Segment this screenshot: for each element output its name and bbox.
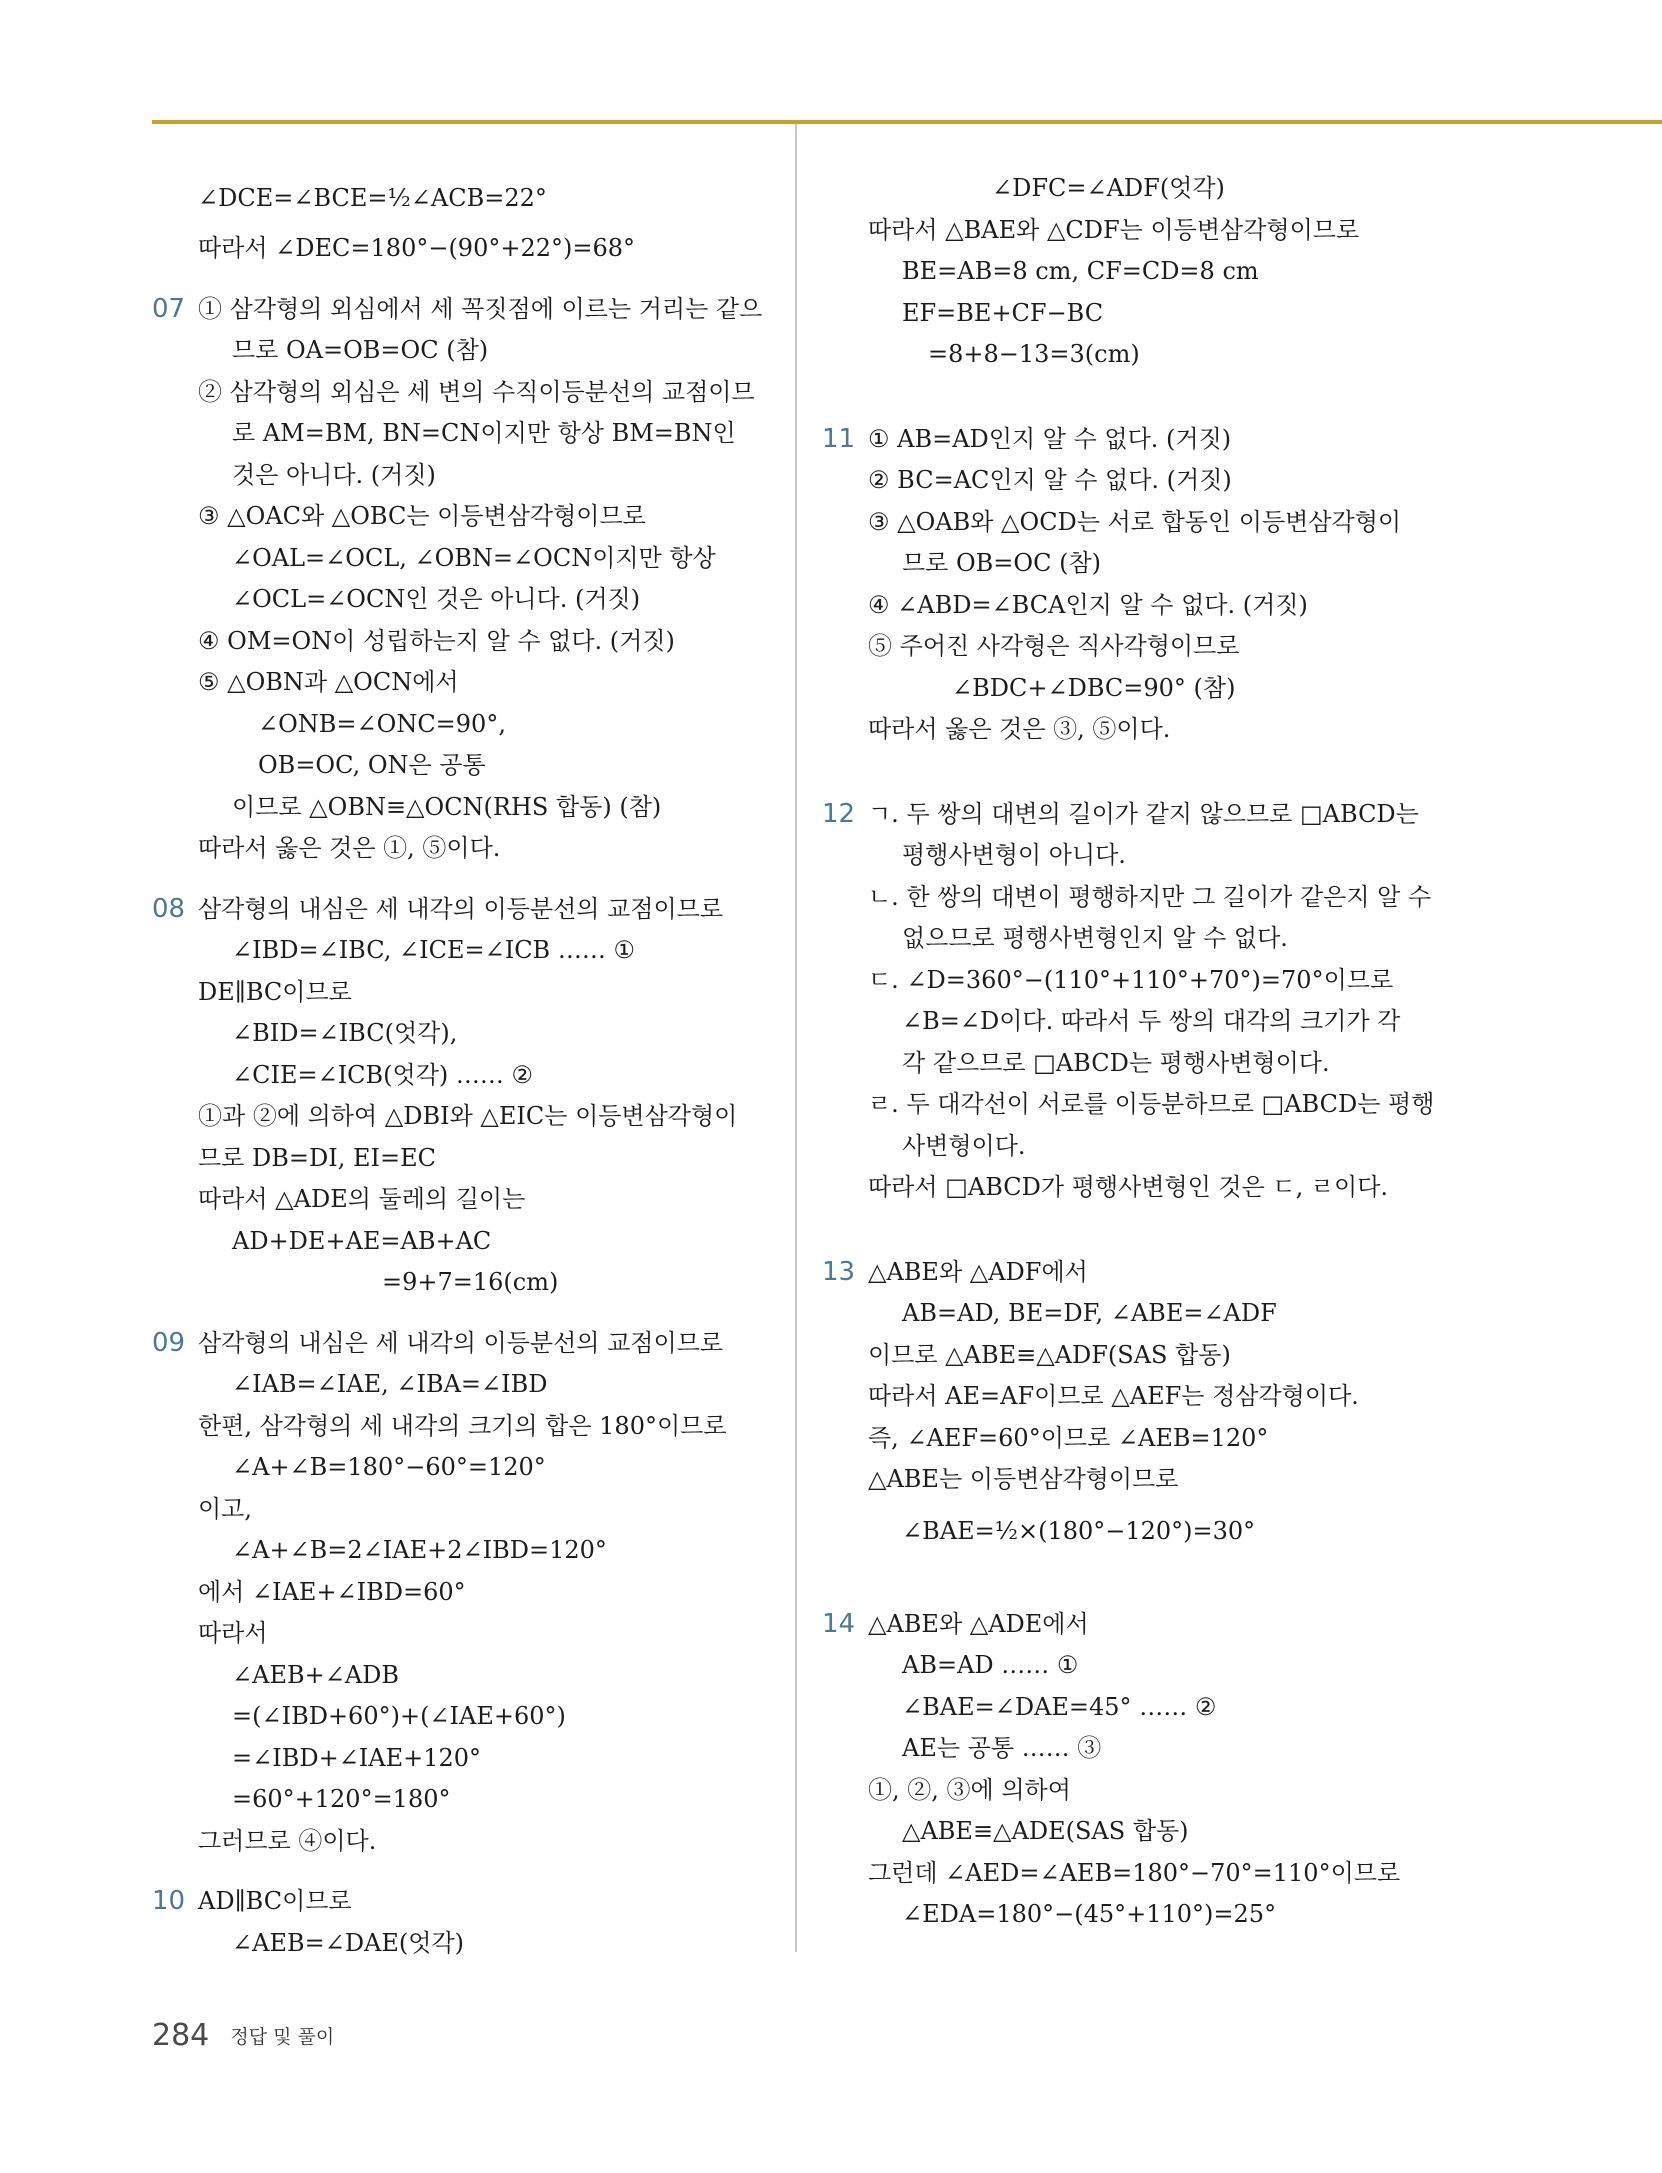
line-text: =9+7=16(cm) [382,1268,559,1296]
text-line [822,543,1462,585]
line-text: 것은 아니다. (거짓) [232,460,436,489]
line-text: =60°+120°=180° [232,1785,451,1813]
page-footer [152,2018,334,2053]
text-line [822,1376,1462,1418]
line-text: ∠OAL=∠OCL, ∠OBN=∠OCN이지만 항상 [232,543,716,572]
line-text: ∠AEB=∠DAE(엇각) [232,1928,465,1957]
section-gap [822,1209,1462,1252]
text-line [152,889,772,931]
text-line [152,1096,772,1138]
text-line [822,1853,1462,1895]
line-text: 이므로 △ABE≡△ADF(SAS 합동) [868,1340,1231,1369]
line-text: △ABE≡△ADE(SAS 합동) [902,1817,1189,1845]
line-text: ∠BID=∠IBC(엇각), [232,1019,458,1047]
line-text: 사변형이다. [902,1131,1026,1160]
text-line [822,1167,1462,1209]
text-line [152,745,772,787]
text-line [152,1696,772,1738]
line-text: 로 AM=BM, BN=CN이지만 항상 BM=BN인 [232,419,736,447]
text-line [152,1447,772,1489]
line-text: ①과 ②에 의하여 △DBI와 △EIC는 이등변삼각형이 [198,1102,738,1130]
line-text: AD+DE+AE=AB+AC [232,1226,492,1255]
column-divider [795,124,797,1952]
left-column [152,168,772,1964]
text-line [152,228,772,270]
line-text: ∠EDA=180°−(45°+110°)=25° [902,1900,1277,1928]
text-line [822,1501,1462,1561]
line-text: 이므로 △OBN≡△OCN(RHS 합동) (참) [232,792,662,821]
line-text: 이고, [198,1494,252,1523]
text-line [152,1923,772,1965]
line-text: EF=BE+CF−BC [902,298,1104,327]
text-line [152,1738,772,1780]
problem-number: 09 [152,1327,186,1358]
text-line [152,704,772,746]
top-rule [152,120,1662,124]
text-line [822,419,1462,461]
line-text: 삼각형의 내심은 세 내각의 이등분선의 교점이므로 [198,1328,724,1357]
text-line [822,1770,1462,1812]
text-line [822,668,1462,710]
line-text: ① 삼각형의 외심에서 세 꼭짓점에 이르는 거리는 같으 [198,294,763,323]
line-text: ∠IAB=∠IAE, ∠IBA=∠IBD [232,1370,548,1398]
text-line [152,413,772,455]
text-line [822,1811,1462,1853]
text-line [822,1418,1462,1460]
problem-number: 10 [152,1886,186,1916]
text-line [152,1179,772,1221]
text-line [822,960,1462,1002]
line-text: △ABE와 △ADE에서 [868,1609,1089,1638]
text-line [822,626,1462,668]
line-text: 삼각형의 내심은 세 내각의 이등분선의 교점이므로 [198,894,724,923]
line-text: 므로 OB=OC (참) [902,549,1101,577]
problem-number: 14 [822,1608,856,1639]
section-gap [152,870,772,889]
text-line [822,293,1462,335]
line-text: OB=OC, ON은 공통 [258,751,486,779]
problem-number: 07 [152,293,186,324]
text-line [152,972,772,1014]
line-text: ∠B=∠D이다. 따라서 두 쌍의 대각의 크기가 각 [902,1007,1401,1035]
text-line [152,538,772,580]
text-line [822,1293,1462,1335]
line-text: ③ △OAC와 △OBC는 이등변삼각형이므로 [198,502,646,530]
line-text: 따라서 옳은 것은 ③, ⑤이다. [868,715,1171,743]
line-text: ② 삼각형의 외심은 세 변의 수직이등분선의 교점이므 [198,377,755,406]
text-line [152,828,772,870]
text-line [152,1821,772,1863]
section-gap [152,1304,772,1323]
line-text: 평행사변형이 아니다. [902,841,1126,869]
page-number: 284 [152,2018,210,2053]
problem-number: 12 [822,798,856,829]
text-line [822,1252,1462,1294]
line-text: 따라서 ∠DEC=180°−(90°+22°)=68° [198,234,636,262]
text-line [822,709,1462,751]
line-text: ㄴ. 한 쌍의 대변이 평행하지만 그 길이가 같은지 알 수 [868,882,1432,911]
line-text: DE∥BC이므로 [198,977,352,1006]
section-gap [152,270,772,289]
line-text: 없으므로 평행사변형인지 알 수 없다. [902,924,1288,952]
footer-label: 정답 및 풀이 [230,2026,335,2048]
problem-number: 13 [822,1256,856,1287]
line-text: 따라서 □ABCD가 평행사변형인 것은 ㄷ, ㄹ이다. [868,1173,1389,1201]
section-gap [822,1561,1462,1604]
text-line [152,579,772,621]
text-line [152,1613,772,1655]
text-line [152,1406,772,1448]
problem-number: 08 [152,893,186,924]
text-line [152,1262,772,1304]
line-text: 따라서 △ADE의 둘레의 길이는 [198,1185,526,1213]
right-column [822,168,1462,1936]
line-text: ①, ②, ③에 의하여 [868,1775,1071,1804]
section-gap [152,1862,772,1881]
line-text: 므로 DB=DI, EI=EC [198,1143,436,1172]
section-gap [822,751,1462,794]
line-text: ∠AEB+∠ADB [232,1660,400,1689]
line-text: △ABE와 △ADF에서 [868,1257,1088,1286]
line-text: 따라서 △BAE와 △CDF는 이등변삼각형이므로 [868,215,1360,244]
text-line [152,1655,772,1697]
text-line [152,1221,772,1263]
text-line [152,1489,772,1531]
line-text: ∠BAE=½×(180°−120°)=30° [902,1516,1256,1545]
text-line [822,334,1462,376]
text-line [152,621,772,663]
line-text: =∠IBD+∠IAE+120° [232,1743,482,1772]
text-line [152,1055,772,1097]
text-line [152,330,772,372]
line-text: 따라서 옳은 것은 ①, ⑤이다. [198,834,501,862]
text-line [152,372,772,414]
text-line [822,585,1462,627]
line-text: ④ ∠ABD=∠BCA인지 알 수 없다. (거짓) [868,590,1308,619]
text-line [822,251,1462,293]
line-text: ∠DCE=∠BCE=½∠ACB=22° [198,184,547,212]
text-line [152,787,772,829]
line-text: AD∥BC이므로 [198,1887,352,1915]
line-text: 그러므로 ④이다. [198,1826,377,1855]
text-line [822,877,1462,919]
text-line [822,502,1462,544]
text-line [152,1323,772,1365]
line-text: ∠A+∠B=180°−60°=120° [232,1453,546,1481]
text-line [152,662,772,704]
line-text: ∠CIE=∠ICB(엇각) …… ② [232,1060,534,1089]
line-text: 따라서 AE=AF이므로 △AEF는 정삼각형이다. [868,1382,1359,1410]
text-line [822,835,1462,877]
line-text: =8+8−13=3(cm) [928,340,1140,368]
line-text: ⑤ △OBN과 △OCN에서 [198,668,459,696]
line-text: △ABE는 이등변삼각형이므로 [868,1465,1179,1493]
text-line [152,1779,772,1821]
line-text: ㄹ. 두 대각선이 서로를 이등분하므로 □ABCD는 평행 [868,1090,1435,1118]
text-line [822,1645,1462,1687]
line-text: ∠OCL=∠OCN인 것은 아니다. (거짓) [232,585,641,613]
line-text: ∠IBD=∠IBC, ∠ICE=∠ICB …… ① [232,936,635,964]
text-line [152,1364,772,1406]
section-gap [822,376,1462,419]
text-line [822,1084,1462,1126]
line-text: AB=AD …… ① [902,1651,1079,1679]
line-text: ∠BAE=∠DAE=45° …… ② [902,1692,1217,1721]
text-line [822,1335,1462,1377]
line-text: AB=AD, BE=DF, ∠ABE=∠ADF [902,1299,1277,1327]
line-text: BE=AB=8 cm, CF=CD=8 cm [902,257,1259,285]
line-text: ㄱ. 두 쌍의 대변의 길이가 같지 않으므로 □ABCD는 [868,799,1419,828]
text-line [152,168,772,228]
line-text: 에서 ∠IAE+∠IBD=60° [198,1577,466,1606]
line-text: ∠DFC=∠ADF(엇각) [992,174,1225,202]
text-line [152,1530,772,1572]
text-line [822,1126,1462,1168]
line-text: ∠A+∠B=2∠IAE+2∠IBD=120° [232,1536,607,1564]
text-line [822,1459,1462,1501]
line-text: ∠BDC+∠DBC=90° (참) [952,673,1236,702]
text-line [152,930,772,972]
text-line [822,210,1462,252]
problem-number: 11 [822,423,856,454]
text-line [152,1572,772,1614]
text-line [152,455,772,497]
text-line [822,1687,1462,1729]
text-line [152,289,772,331]
text-line [822,1001,1462,1043]
line-text: ㄷ. ∠D=360°−(110°+110°+70°)=70°이므로 [868,965,1394,994]
text-line [822,168,1462,210]
text-line [822,1043,1462,1085]
line-text: AE는 공통 …… ③ [902,1734,1102,1762]
line-text: ⑤ 주어진 사각형은 직사각형이므로 [868,632,1240,660]
line-text: ② BC=AC인지 알 수 없다. (거짓) [868,466,1232,494]
text-line [152,1138,772,1180]
text-line [822,1894,1462,1936]
text-line [822,1604,1462,1646]
line-text: 그런데 ∠AED=∠AEB=180°−70°=110°이므로 [868,1858,1401,1887]
line-text: =(∠IBD+60°)+(∠IAE+60°) [232,1702,566,1730]
text-line [822,794,1462,836]
line-text: 각 같으므로 □ABCD는 평행사변형이다. [902,1048,1330,1077]
line-text: ∠ONB=∠ONC=90°, [258,709,506,738]
text-line [152,496,772,538]
line-text: ④ OM=ON이 성립하는지 알 수 없다. (거짓) [198,626,675,655]
line-text: 즉, ∠AEF=60°이므로 ∠AEB=120° [868,1423,1269,1452]
text-line [822,460,1462,502]
line-text: ① AB=AD인지 알 수 없다. (거짓) [868,424,1232,453]
line-text: 따라서 [198,1619,268,1647]
text-line [822,1728,1462,1770]
line-text: 므로 OA=OB=OC (참) [232,336,489,364]
text-line [822,918,1462,960]
text-line [152,1881,772,1923]
text-line [152,1013,772,1055]
line-text: 한편, 삼각형의 세 내각의 크기의 합은 180°이므로 [198,1411,727,1440]
line-text: ③ △OAB와 △OCD는 서로 합동인 이등변삼각형이 [868,507,1402,536]
